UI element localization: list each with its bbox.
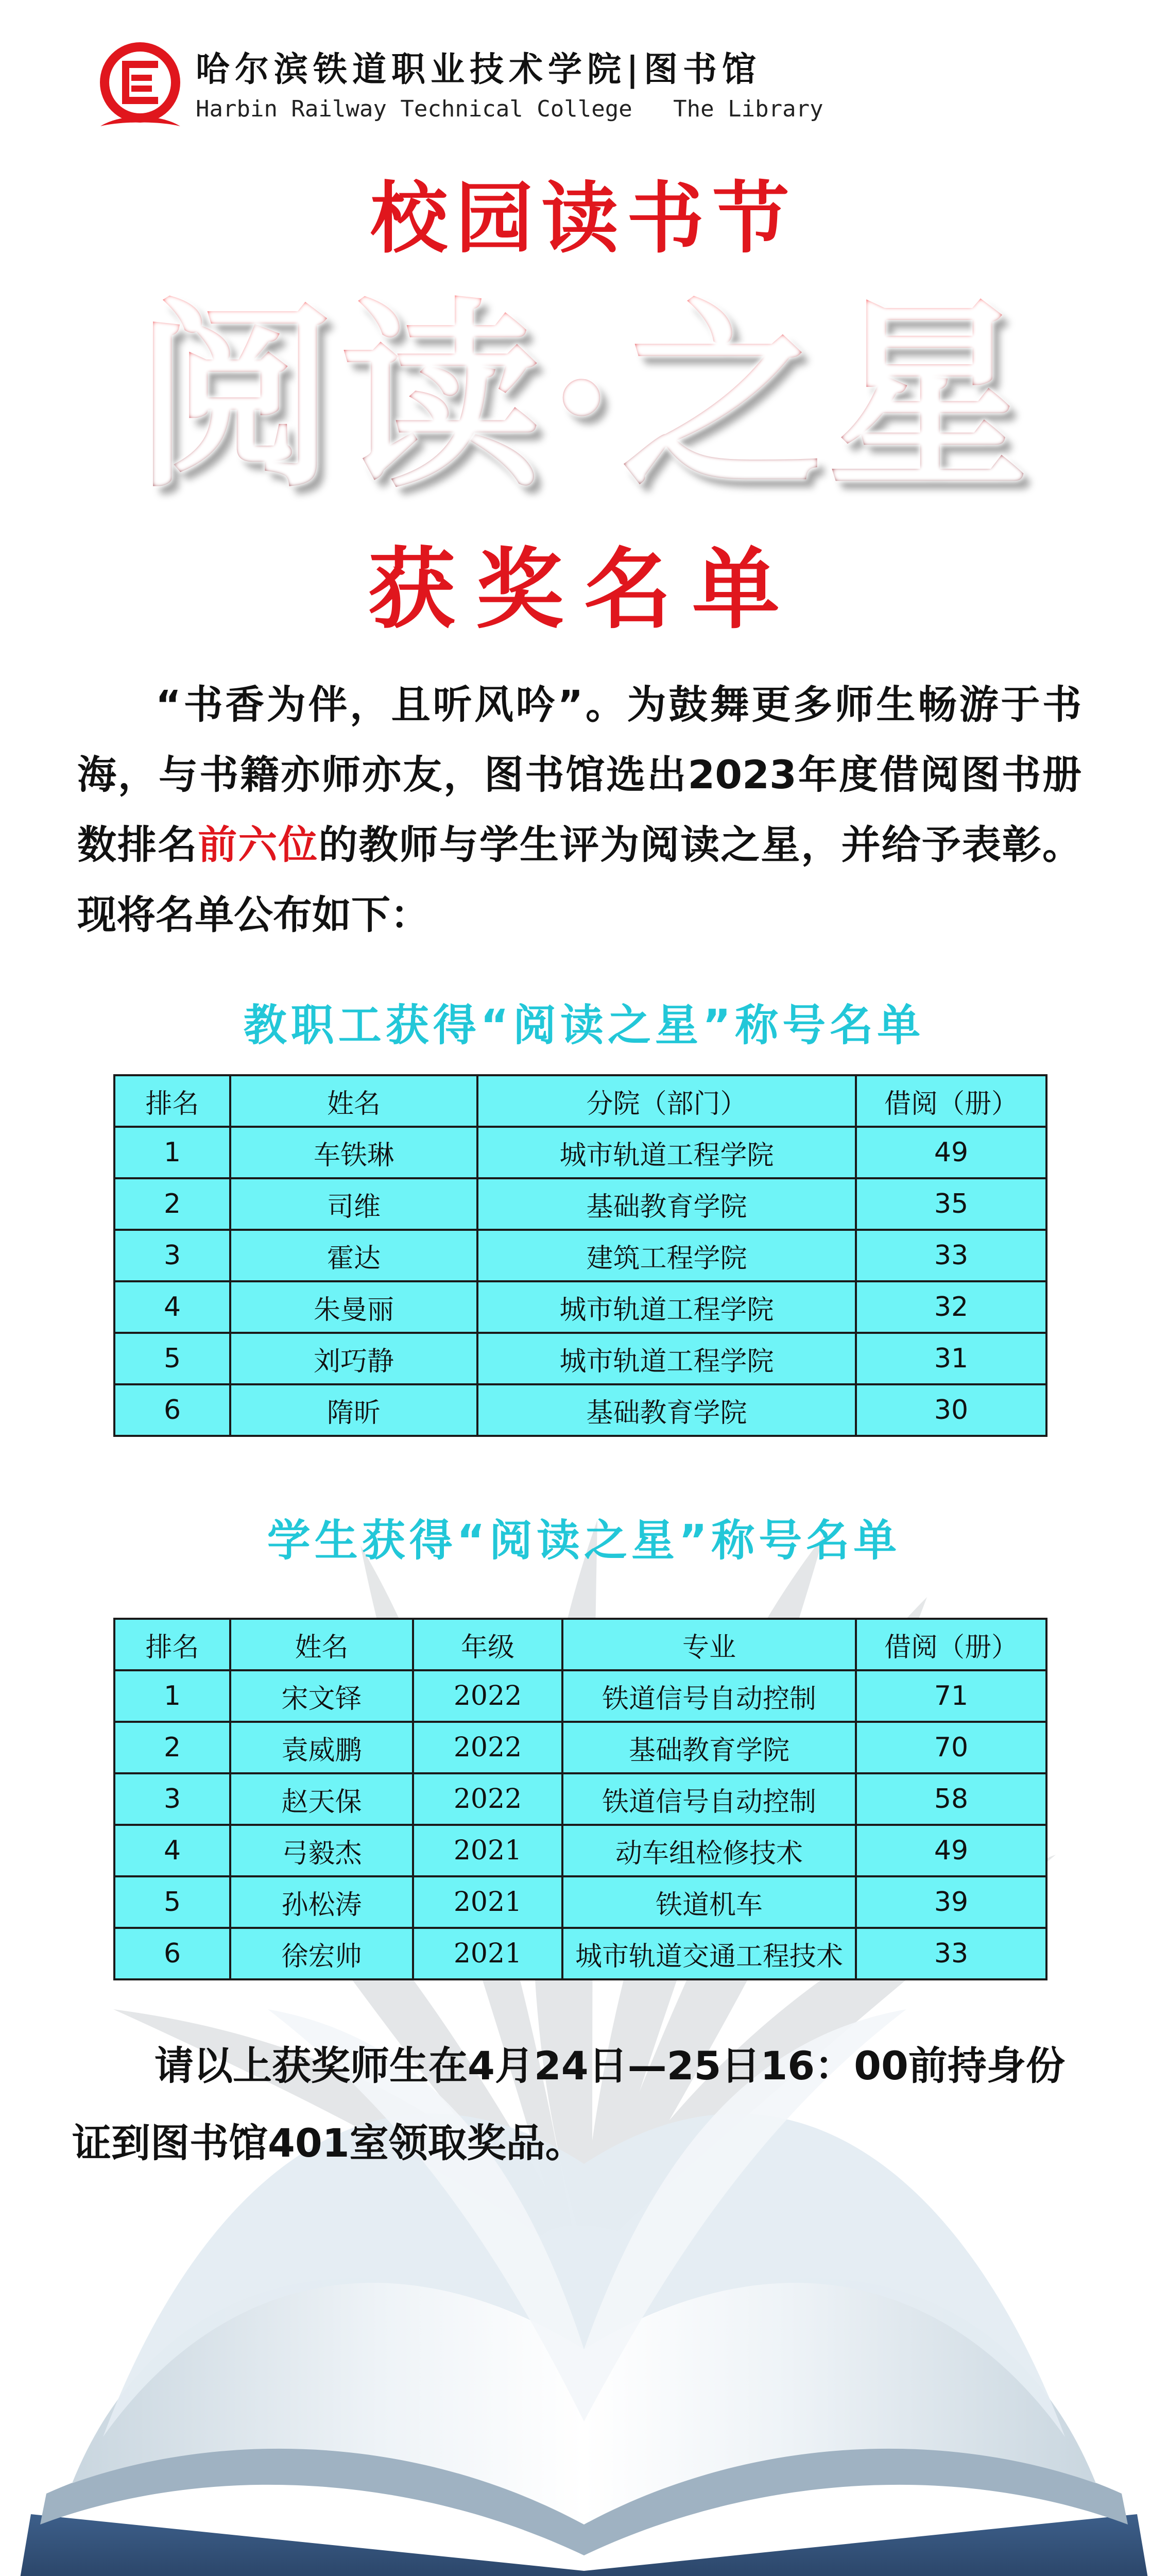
department-cell: 基础教育学院 <box>477 1178 856 1230</box>
grade-cell: 2022 <box>413 1773 562 1825</box>
library-name: 图书馆 <box>644 49 762 89</box>
table-row <box>114 1178 1046 1230</box>
intro-text-1: “书香为伴，且听风吟”。为鼓舞更多师生畅游于书海，与书籍亦师亦友，图书馆选出2023年度借阅图书册数排名 <box>77 682 1081 868</box>
grade-cell: 2021 <box>413 1928 562 1979</box>
borrow-count-cell: 33 <box>856 1928 1046 1979</box>
name-cell: 霍达 <box>230 1230 477 1281</box>
name-cell: 司维 <box>230 1178 477 1230</box>
column-header: 借阅（册） <box>856 1619 1046 1670</box>
column-header: 专业 <box>562 1619 856 1670</box>
rank-cell: 2 <box>114 1722 230 1773</box>
rank-cell: 2 <box>114 1178 230 1230</box>
borrow-count-cell: 49 <box>856 1127 1046 1178</box>
major-cell: 城市轨道交通工程技术 <box>562 1928 856 1979</box>
intro-text-2: 的教师与学生评为阅读之星，并给予表彰。现将名单公布如下： <box>77 822 1081 938</box>
name-cell: 袁威鹏 <box>230 1722 413 1773</box>
department-cell: 基础教育学院 <box>477 1384 856 1436</box>
name-cell: 宋文铎 <box>230 1670 413 1722</box>
grade-cell: 2022 <box>413 1722 562 1773</box>
student-table-title: 学生获得“阅读之星”称号名单 <box>267 1515 901 1566</box>
borrow-count-cell: 49 <box>856 1825 1046 1876</box>
table-row <box>114 1670 1046 1722</box>
staff-award-table <box>113 1074 1047 1437</box>
column-header: 姓名 <box>230 1619 413 1670</box>
name-cell: 弓毅杰 <box>230 1825 413 1876</box>
name-cell: 孙松涛 <box>230 1876 413 1928</box>
table-row <box>114 1333 1046 1384</box>
major-cell: 铁道机车 <box>562 1876 856 1928</box>
rank-cell: 6 <box>114 1384 230 1436</box>
column-header: 排名 <box>114 1075 230 1127</box>
intro-paragraph <box>77 670 1081 950</box>
name-cell: 刘巧静 <box>230 1333 477 1384</box>
rank-cell: 5 <box>114 1876 230 1928</box>
rank-cell: 3 <box>114 1773 230 1825</box>
major-cell: 基础教育学院 <box>562 1722 856 1773</box>
table-row <box>114 1127 1046 1178</box>
name-cell: 朱曼丽 <box>230 1281 477 1333</box>
department-cell: 城市轨道工程学院 <box>477 1333 856 1384</box>
borrow-count-cell: 71 <box>856 1670 1046 1722</box>
department-cell: 建筑工程学院 <box>477 1230 856 1281</box>
library-name-english: The Library <box>673 96 823 122</box>
table-row <box>114 1230 1046 1281</box>
column-header: 姓名 <box>230 1075 477 1127</box>
borrow-count-cell: 33 <box>856 1230 1046 1281</box>
table-row <box>114 1281 1046 1333</box>
department-cell: 城市轨道工程学院 <box>477 1127 856 1178</box>
column-header: 年级 <box>413 1619 562 1670</box>
name-cell: 赵天保 <box>230 1773 413 1825</box>
major-cell: 动车组检修技术 <box>562 1825 856 1876</box>
rank-cell: 6 <box>114 1928 230 1979</box>
award-list-title: 获奖名单 <box>367 539 800 641</box>
name-cell: 车铁琳 <box>230 1127 477 1178</box>
borrow-count-cell: 30 <box>856 1384 1046 1436</box>
table-row <box>114 1384 1046 1436</box>
name-cell: 隋昕 <box>230 1384 477 1436</box>
borrow-count-cell: 39 <box>856 1876 1046 1928</box>
college-name: 哈尔滨铁道职业技术学院 <box>196 49 626 89</box>
borrow-count-cell: 31 <box>856 1333 1046 1384</box>
borrow-count-cell: 35 <box>856 1178 1046 1230</box>
table-row <box>114 1928 1046 1979</box>
rank-cell: 1 <box>114 1670 230 1722</box>
main-title: 阅读·之星 <box>0 286 1168 507</box>
table-header-row <box>114 1619 1046 1670</box>
table-row <box>114 1773 1046 1825</box>
table-row <box>114 1825 1046 1876</box>
college-name-cn <box>196 48 823 90</box>
table-header-row <box>114 1075 1046 1127</box>
borrow-count-cell: 58 <box>856 1773 1046 1825</box>
intro-highlight: 前六位 <box>198 822 319 868</box>
grade-cell: 2022 <box>413 1670 562 1722</box>
rank-cell: 1 <box>114 1127 230 1178</box>
header-divider: | <box>626 49 644 89</box>
student-award-table <box>113 1618 1047 1980</box>
rank-cell: 3 <box>114 1230 230 1281</box>
column-header: 排名 <box>114 1619 230 1670</box>
borrow-count-cell: 70 <box>856 1722 1046 1773</box>
grade-cell: 2021 <box>413 1876 562 1928</box>
table-row <box>114 1722 1046 1773</box>
major-cell: 铁道信号自动控制 <box>562 1773 856 1825</box>
column-header: 分院（部门） <box>477 1075 856 1127</box>
grade-cell: 2021 <box>413 1825 562 1876</box>
table-row <box>114 1876 1046 1928</box>
staff-table-title: 教职工获得“阅读之星”称号名单 <box>243 1000 925 1050</box>
college-seal-logo-icon <box>95 36 185 139</box>
column-header: 借阅（册） <box>856 1075 1046 1127</box>
name-cell: 徐宏帅 <box>230 1928 413 1979</box>
department-cell: 城市轨道工程学院 <box>477 1281 856 1333</box>
festival-title: 校园读书节 <box>370 174 798 264</box>
major-cell: 铁道信号自动控制 <box>562 1670 856 1722</box>
rank-cell: 5 <box>114 1333 230 1384</box>
college-name-en <box>196 94 823 125</box>
college-name-english: Harbin Railway Technical College <box>196 96 632 122</box>
borrow-count-cell: 32 <box>856 1281 1046 1333</box>
rank-cell: 4 <box>114 1281 230 1333</box>
library-header <box>95 36 823 139</box>
prize-collection-note: 请以上获奖师生在4月24日—25日16：00前持身份证到图书馆401室领取奖品。 <box>72 2043 1065 2166</box>
rank-cell: 4 <box>114 1825 230 1876</box>
